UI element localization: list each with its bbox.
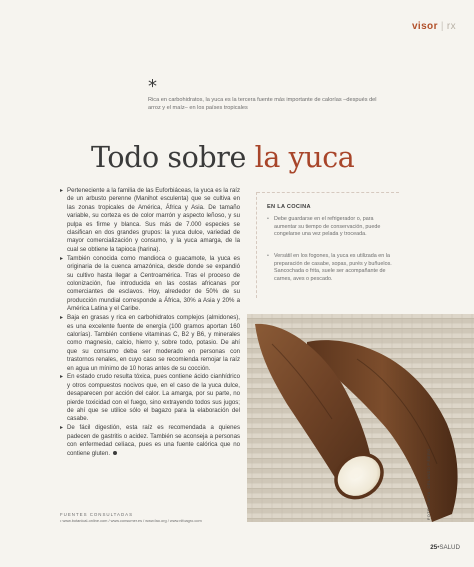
asterisk-mark: *	[148, 76, 157, 97]
subsection-name: rx	[446, 21, 456, 32]
cocina-item: • Versátil en los fogones, la yuca es utilizada en la preparación de casabe, sopas, purés y buñuelos. Sancochada o frita, suele ser acompañante de carnes, aves o pescado.	[267, 253, 395, 283]
cassava-photo-illustration	[247, 314, 474, 522]
cocina-box-border	[257, 192, 399, 193]
footer-section: •SALUD	[437, 544, 460, 551]
section-separator: |	[440, 21, 444, 32]
body-paragraph-last	[60, 424, 240, 458]
body-paragraph: ▸ Baja en grasas y rica en carbohidratos complejos (almidones), es una excelente fuente de energía (100 gramos aportan 160 calorías). También contiene vitaminas C, B2 y B6, y minerales como magnesio, calcio, hierro y, sobre todo, potasio. De ahí que su consumo deba ser moderado en personas con trastornos renales, en cuyo caso se recomienda remojar la raíz en agua un mínimo de 10 horas antes de su cocción.	[60, 314, 240, 373]
title-part-2: la yuca	[254, 141, 355, 174]
cassava-photo	[247, 314, 474, 522]
photo-credit: FOTOGRAFÍA: ORLANDO PIÑERO	[427, 448, 431, 520]
section-tag	[412, 21, 456, 32]
body-column	[60, 187, 240, 459]
section-name: visor	[411, 21, 438, 32]
intro-text: Rica en carbohidratos, la yuca es la tercera fuente más importante de calorías –después del arroz y el maíz– en los países tropicales	[148, 97, 377, 111]
page-folio	[430, 544, 460, 551]
body-paragraph: ▸ También conocida como mandioca o guacamote, la yuca es originaria de la cuenca amazónica, desde donde se expandió su cultivo hasta llegar a Centroamérica. Tras el proceso de colonización, fue introducida en las costas africanas por comerciantes de esclavos. Hoy, alrededor de 50% de su producción mundial corresponde a África, 30% a Asia y 20% a América Latina y el Caribe.	[60, 255, 240, 314]
cocina-item: • Debe guardarse en el refrigerador o, para aumentar su tiempo de conservación, puede congelarse una vez pelada y troceada.	[267, 216, 395, 239]
sources-list: • www.botanical-online.com / www.consumer.es / www.fao.org / www.nlfoagro.com	[60, 518, 202, 523]
last-paragraph-text: De fácil digestión, esta raíz es recomendada a quienes padecen de gastritis o acidez. También se aconseja a personas con enfermedad celíaca, pues es una fuente calórica que no contiene gluten.	[67, 424, 240, 457]
page-number: 25	[430, 544, 438, 551]
cocina-title: EN LA COCINA	[267, 204, 311, 210]
body-paragraph: ▸ Perteneciente a la familia de las Euforbiáceas, la yuca es la raíz de un arbusto perenne (Manihot esculenta) que se cultiva en las zonas tropicales de América, África y Asia. De tamaño variable, su corteza es de color marrón y aspecto leñoso, y su pulpa es firme y blanca. Sus más de 7.000 especies se clasifican en dos grandes grupos: la yuca dulce, variedad de mayor comercialización y consumo, y la yuca amarga, de la cual se obtiene la tapioca (harina).	[60, 187, 240, 254]
body-paragraph: ▸ En estado crudo resulta tóxica, pues contiene ácido cianhídrico y otros compuestos nocivos que, en el caso de la yuca dulce, desaparecen por acción del calor. La amarga, por su parte, no pierde toxicidad con el fuego, sino extrayendo todos sus jugos; de ahí que se utilice sólo el bagazo para la elaboración del casabe.	[60, 373, 240, 423]
page-title	[91, 141, 354, 174]
sources-block	[60, 512, 240, 523]
sources-title: FUENTES CONSULTADAS	[60, 512, 133, 517]
title-part-1: Todo sobre	[91, 141, 255, 174]
end-mark-icon	[113, 451, 117, 455]
cocina-box	[256, 192, 398, 298]
